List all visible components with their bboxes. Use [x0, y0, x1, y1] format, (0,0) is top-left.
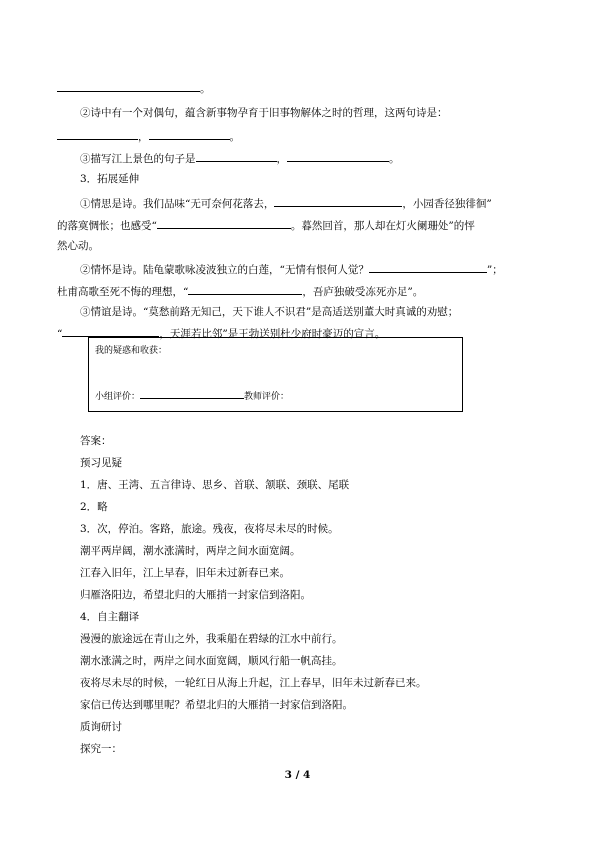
answer-blank[interactable] [188, 283, 302, 295]
reflection-box [88, 337, 463, 412]
answer-3-line2: 潮平两岸阔，潮水涨满时，两岸之间水面宽阔。 [80, 545, 301, 557]
ext2-line2 [57, 283, 423, 300]
ext3-text-c: ，天涯若比邻”是王勃送别杜少府时豪迈的宣言。 [159, 328, 386, 340]
q2-item2-text: ②诗中有一个对偶句，蕴含新事物孕育于旧事物解体之时的哲理，这两句诗是： [80, 107, 448, 119]
ext1-text-c: 的落寞惆怅；也感受“ [57, 220, 157, 232]
group-eval-label: 小组评价： [95, 392, 141, 402]
q2-item3 [80, 150, 400, 167]
ext1-text-b: ，小园香径独徘徊” [402, 198, 492, 210]
answer-blank[interactable] [157, 217, 291, 229]
separator: ， [138, 131, 149, 143]
answer-1: 1．唐、王湾、五言律诗、思乡、首联、颔联、颈联、尾联 [80, 479, 350, 491]
answer-blank[interactable] [274, 195, 402, 207]
answer-blank[interactable] [62, 325, 159, 337]
answer-4-line2: 潮水涨满之时，两岸之间水面宽阔，顺风行船一帆高挂。 [80, 655, 343, 667]
answer-blank[interactable] [287, 150, 389, 162]
q2-end: 。 [200, 83, 211, 95]
answer-4-line3: 夜将尽未尽的时候，一轮红日从海上升起，江上春早，旧年未过新春已来。 [80, 677, 427, 689]
ext2-text-b: ”； [486, 264, 503, 276]
explore-1-label: 探究一： [80, 743, 122, 755]
answer-4-line1: 漫漫的旅途远在青山之外，我乘船在碧绿的江水中前行。 [80, 633, 343, 645]
q2-item3-text: ③描写江上景色的句子是 [80, 153, 196, 165]
q2-item2-blanks [57, 128, 240, 145]
teacher-eval-label: 教师评价： [244, 392, 290, 402]
end-mark: 。 [229, 131, 240, 143]
answer-blank[interactable] [369, 261, 487, 273]
ext3-text-b: “ [57, 328, 63, 340]
reflection-title: 我的疑惑和收获： [95, 346, 168, 356]
ext1-line1 [80, 195, 492, 212]
q2-item1-line [57, 80, 211, 97]
answer-3: 3．次，停泊。客路，旅途。残夜，夜将尽未尽的时候。 [80, 523, 339, 535]
ext1-text-a: ①情思是诗。我们品味“无可奈何花落去， [80, 198, 275, 210]
ext3-line1: ③情谊是诗。“莫愁前路无知己，天下谁人不识君”是高适送别董大时真诚的劝慰； [80, 306, 459, 318]
answer-4-line4: 家信已传达到哪里呢？希望北归的大雁捎一封家信到洛阳。 [80, 699, 353, 711]
answer-blank[interactable] [57, 80, 200, 92]
page-number: 3 / 4 [284, 769, 311, 781]
section3-title: 3．拓展延伸 [80, 173, 140, 185]
end-mark: 。 [389, 153, 400, 165]
answer-blank[interactable] [196, 150, 277, 162]
answer-2: 2．略 [80, 501, 108, 513]
answer-blank[interactable] [149, 128, 230, 140]
ext1-text-d: 。暮然回首，那人却在灯火阑珊处”的怦 [290, 220, 475, 232]
ext2-text-d: ，吾庐独破受冻死亦足”。 [302, 286, 424, 298]
answer-4: 4．自主翻译 [80, 611, 140, 623]
ext2-line1 [80, 261, 503, 278]
answers-heading: 答案： [80, 435, 112, 447]
ext1-line3: 然心动。 [57, 240, 99, 252]
ext2-text-a: ②情怀是诗。陆龟蒙歌咏凌波独立的白莲，“无情有恨何人觉？ [80, 264, 369, 276]
answers-sub2: 质询研讨 [80, 721, 122, 733]
answers-sub1: 预习见疑 [80, 457, 122, 469]
ext1-line2 [57, 217, 475, 234]
separator: ， [276, 153, 287, 165]
evaluation-line [95, 389, 289, 405]
answer-blank[interactable] [57, 128, 138, 140]
group-eval-field[interactable] [140, 389, 244, 399]
answer-3-line4: 归雁洛阳边，希望北归的大雁捎一封家信到洛阳。 [80, 589, 311, 601]
answer-3-line3: 江春入旧年，江上早春，旧年未过新春已来。 [80, 567, 290, 579]
ext2-text-c: 杜甫高歌至死不悔的理想，“ [57, 286, 189, 298]
